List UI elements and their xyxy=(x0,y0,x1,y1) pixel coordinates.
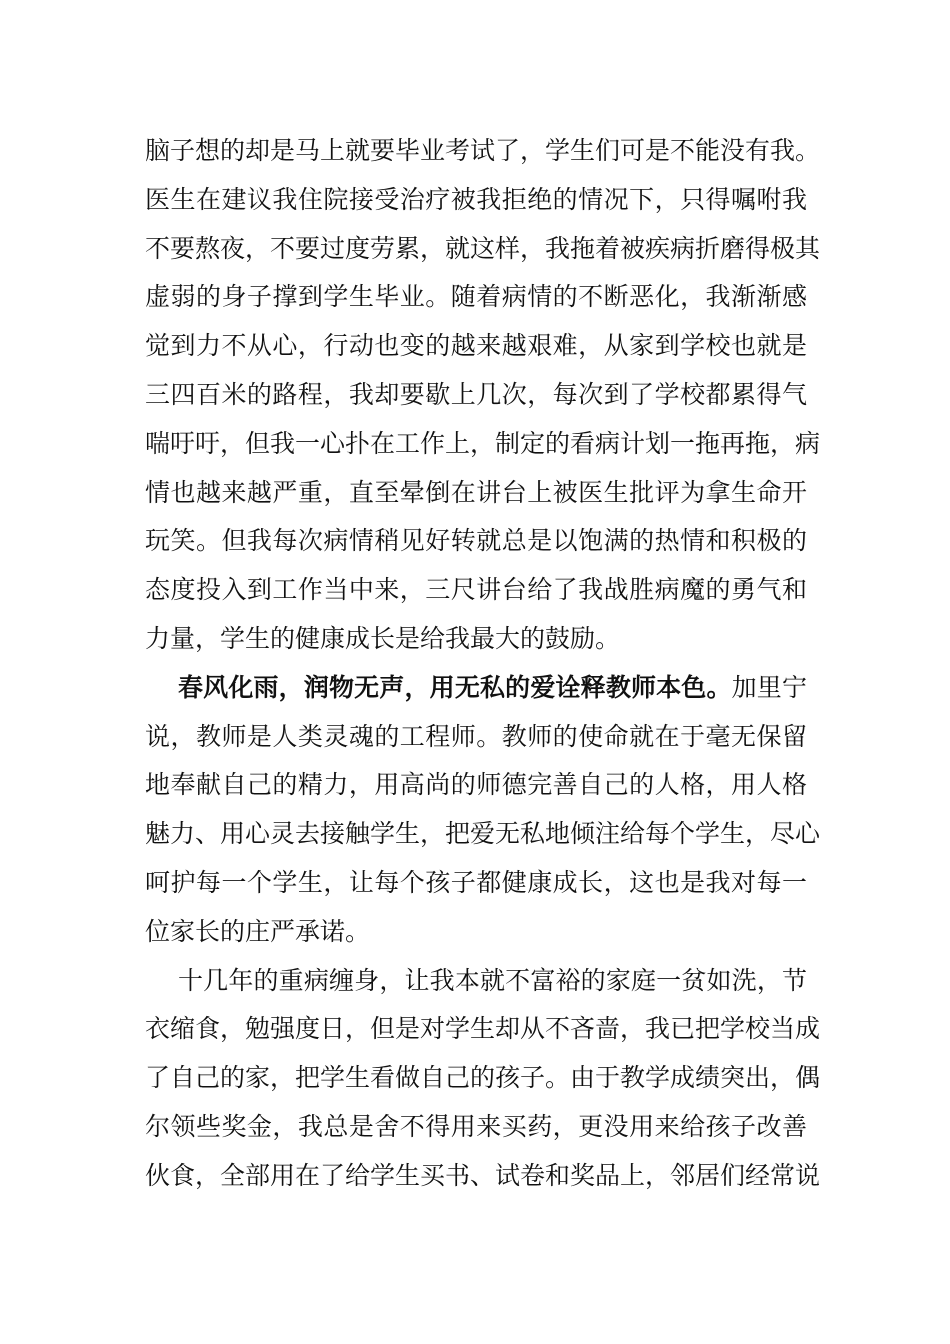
text-line: 三四百米的路程，我却要歇上几次，每次到了学校都累得气 xyxy=(145,379,807,409)
document-body xyxy=(145,127,821,1201)
paragraph-3 xyxy=(145,957,821,1201)
text-line: 了自己的家，把学生看做自己的孩子。由于教学成绩突出，偶 xyxy=(145,1063,821,1093)
text-line: 地奉献自己的精力，用高尚的师德完善自己的人格，用人格 xyxy=(145,770,807,800)
text-line: 觉到力不从心，行动也变的越来越艰难，从家到学校也就是 xyxy=(145,331,807,361)
text-line: 医生在建议我住院接受治疗被我拒绝的情况下，只得嘱咐我 xyxy=(145,184,807,214)
text-line: 力量，学生的健康成长是给我最大的鼓励。 xyxy=(145,623,621,653)
text-line: 伙食，全部用在了给学生买书、试卷和奖品上，邻居们经常说 xyxy=(145,1160,821,1190)
text-line: 虚弱的身子撑到学生毕业。随着病情的不断恶化，我渐渐感 xyxy=(145,282,807,312)
text-line: 说，教师是人类灵魂的工程师。教师的使命就在于毫无保留 xyxy=(145,721,807,751)
heading-line xyxy=(145,664,807,713)
text-line: 喘吁吁，但我一心扑在工作上，制定的看病计划一拖再拖，病 xyxy=(145,428,821,458)
text-line: 脑子想的却是马上就要毕业考试了，学生们可是不能没有我。 xyxy=(145,136,821,165)
text-line: 魅力、用心灵去接触学生，把爱无私地倾注给每个学生，尽心 xyxy=(145,819,821,849)
text-line: 情也越来越严重，直至晕倒在讲台上被医生批评为拿生命开 xyxy=(145,477,807,507)
text-run: 加里宁 xyxy=(731,672,807,702)
text-line: 尔领些奖金，我总是舍不得用来买药，更没用来给孩子改善 xyxy=(145,1111,807,1141)
paragraph-2 xyxy=(145,664,821,957)
text-line: 位家长的庄严承诺。 xyxy=(145,916,371,946)
text-line: 十几年的重病缠身，让我本就不富裕的家庭一贫如洗，节 xyxy=(178,965,807,995)
paragraph-1 xyxy=(145,127,821,664)
text-line: 态度投入到工作当中来，三尺讲台给了我战胜病魔的勇气和 xyxy=(145,575,807,605)
text-line: 呵护每一个学生，让每个孩子都健康成长，这也是我对每一 xyxy=(145,867,807,897)
text-line: 不要熬夜，不要过度劳累，就这样，我拖着被疾病折磨得极其 xyxy=(145,233,821,263)
text-line: 玩笑。但我每次病情稍见好转就总是以饱满的热情和积极的 xyxy=(145,526,807,556)
paragraph-heading: 春风化雨，润物无声，用无私的爱诠释教师本色。 xyxy=(178,672,732,702)
text-line: 衣缩食，勉强度日，但是对学生却从不吝啬，我已把学校当成 xyxy=(145,1014,821,1044)
